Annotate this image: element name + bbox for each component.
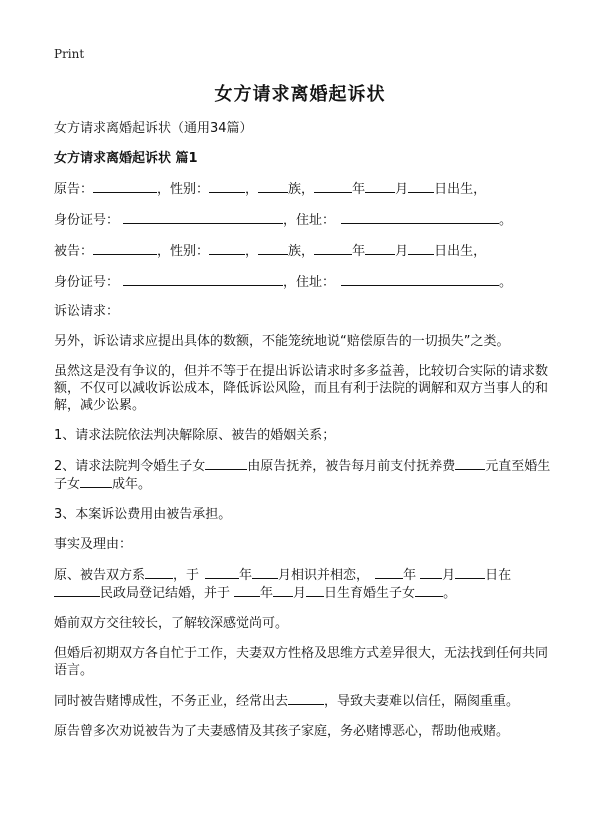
facts-1-bureau-blank — [54, 584, 100, 597]
facts-1-relation-blank — [145, 566, 173, 579]
plaintiff-birth-label: 日出生， — [434, 182, 487, 197]
defendant-name-blank — [93, 242, 157, 255]
facts-1-year2-blank — [375, 566, 403, 579]
facts-paragraph-1 — [54, 566, 554, 602]
facts-1-month1-blank — [252, 566, 278, 579]
plaintiff-ethnic-label: 族， — [288, 182, 315, 197]
facts-1-year3-blank — [234, 584, 260, 597]
claim-item-3: 3、本案诉讼费用由被告承担。 — [54, 507, 232, 522]
claim-2-part4: 成年。 — [112, 477, 152, 492]
facts-1-month3-label: 月 — [293, 586, 307, 601]
facts-1-month2-blank — [420, 566, 442, 579]
document-body — [54, 120, 554, 740]
plaintiff-sep: ， — [245, 182, 259, 197]
claim-2-part3: 元直至婚生子女 — [54, 459, 551, 492]
defendant-year-blank — [314, 242, 352, 255]
defendant-year-label: 年 — [352, 244, 366, 259]
plaintiff-gender-blank — [209, 180, 245, 193]
facts-1-end: 。 — [443, 586, 457, 601]
facts-paragraph-2: 婚前双方交往较长，了解较深感觉尚可。 — [54, 616, 289, 631]
plaintiff-gender-label: ，性别： — [157, 182, 210, 197]
plaintiff-line — [54, 180, 554, 198]
facts-1-year1-label: 年 — [239, 568, 253, 583]
facts-1-year3-label: 年 — [260, 586, 274, 601]
plaintiff-month-label: 月 — [395, 182, 409, 197]
facts-heading: 事实及理由： — [54, 537, 133, 552]
plaintiff-name-blank — [93, 180, 157, 193]
facts-4-part2: ，导致夫妻难以信任，隔阂重重。 — [324, 694, 520, 709]
plaintiff-addr-blank — [341, 211, 499, 224]
defendant-ethnic-label: 族， — [288, 244, 315, 259]
claims-paragraph-2: 虽然这是没有争议的，但并不等于在提出诉讼请求时多多益善，比较切合实际的请求数额，不仅可以减收诉讼成本，降低诉讼风险，而且有利于法院的调解和双方当事人的和解，减少讼累。 — [54, 364, 549, 413]
defendant-addr-label: ，住址： — [283, 275, 336, 290]
defendant-gender-blank — [209, 242, 245, 255]
document-title: 女方请求离婚起诉状 — [214, 84, 386, 105]
defendant-month-blank — [365, 242, 395, 255]
plaintiff-id-blank — [123, 211, 283, 224]
defendant-month-label: 月 — [395, 244, 409, 259]
facts-1-day2-blank — [306, 584, 324, 597]
defendant-ethnic-blank — [258, 242, 288, 255]
facts-paragraph-4 — [54, 692, 554, 710]
plaintiff-month-blank — [365, 180, 395, 193]
facts-1-day1-blank — [455, 566, 485, 579]
facts-1-month1-label: 月相识并相恋， — [278, 568, 370, 583]
claim-2-part2: 由原告抚养，被告每月前支付抚养费 — [247, 459, 456, 474]
plaintiff-addr-label: ，住址： — [283, 213, 336, 228]
claim-2-age-blank — [80, 475, 112, 488]
facts-4-part1: 同时被告赌博成性，不务正业，经常出去 — [54, 694, 289, 709]
facts-1-part2: ，于 — [173, 568, 200, 583]
facts-1-part5: 日生育婚生子女 — [324, 586, 416, 601]
facts-1-month3-blank — [273, 584, 293, 597]
plaintiff-day-blank — [408, 180, 434, 193]
facts-1-part3: 日在 — [485, 568, 512, 583]
defendant-gender-label: ，性别： — [157, 244, 210, 259]
plaintiff-label: 原告： — [54, 182, 94, 197]
defendant-id-label: 身份证号： — [54, 275, 120, 290]
facts-1-month2-label: 月 — [442, 568, 456, 583]
facts-1-year2-label: 年 — [403, 568, 417, 583]
facts-1-year1-blank — [205, 566, 239, 579]
facts-4-blank — [288, 692, 324, 705]
plaintiff-id-end: 。 — [499, 213, 513, 228]
claims-paragraph-1: 另外，诉讼请求应提出具体的数额，不能笼统地说“赔偿原告的一切损失”之类。 — [54, 334, 510, 349]
plaintiff-year-label: 年 — [352, 182, 366, 197]
facts-paragraph-5: 原告曾多次劝说被告为了夫妻感情及其孩子家庭，务必赌博恶心，帮助他戒赌。 — [54, 724, 510, 739]
plaintiff-id-label: 身份证号： — [54, 213, 120, 228]
claim-item-2 — [54, 457, 554, 493]
facts-1-child-blank — [415, 584, 443, 597]
defendant-id-end: 。 — [499, 275, 513, 290]
defendant-day-blank — [408, 242, 434, 255]
plaintiff-id-line — [54, 211, 554, 229]
defendant-line — [54, 242, 554, 260]
defendant-addr-blank — [341, 273, 499, 286]
claim-2-child-blank — [205, 457, 247, 470]
defendant-label: 被告： — [54, 244, 94, 259]
plaintiff-year-blank — [314, 180, 352, 193]
defendant-id-blank — [123, 273, 283, 286]
facts-1-part1: 原、被告双方系 — [54, 568, 146, 583]
claim-2-amount-blank — [455, 457, 485, 470]
subtitle-section: 女方请求离婚起诉状 篇1 — [54, 151, 198, 166]
claim-2-part1: 2、请求法院判令婚生子女 — [54, 459, 206, 474]
claim-item-1: 1、请求法院依法判决解除原、被告的婚姻关系； — [54, 428, 336, 443]
print-label: Print — [54, 47, 85, 61]
defendant-birth-label: 日出生， — [434, 244, 487, 259]
plaintiff-ethnic-blank — [258, 180, 288, 193]
defendant-sep: ， — [245, 244, 259, 259]
facts-1-part4: 民政局登记结婚，并于 — [100, 586, 231, 601]
subtitle-general: 女方请求离婚起诉状（通用34篇） — [54, 121, 253, 136]
claims-heading: 诉讼请求： — [54, 304, 120, 319]
defendant-id-line — [54, 273, 554, 291]
facts-paragraph-3: 但婚后初期双方各自忙于工作，夫妻双方性格及思维方式差异很大，无法找到任何共同语言。 — [54, 646, 549, 678]
